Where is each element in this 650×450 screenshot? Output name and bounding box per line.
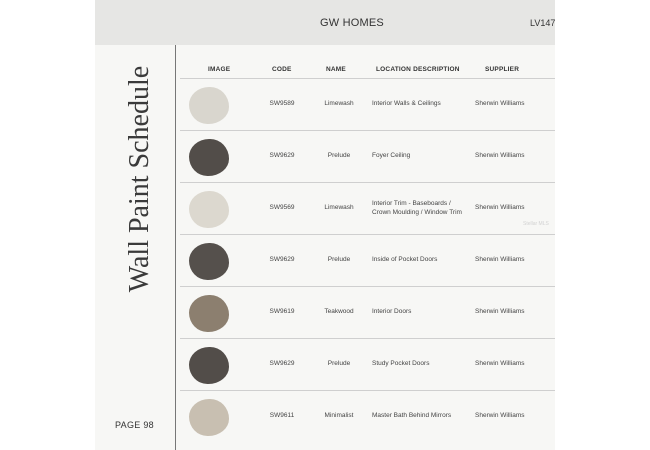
- supplier: Sherwin Williams: [475, 308, 525, 315]
- paint-code: SW9569: [269, 204, 295, 211]
- paint-swatch: [189, 191, 229, 228]
- header-supplier: SUPPLIER: [485, 66, 520, 73]
- supplier: Sherwin Williams: [475, 100, 525, 107]
- supplier: Sherwin Williams: [475, 360, 525, 367]
- page-number: PAGE 98: [115, 420, 154, 430]
- paint-code: SW9611: [269, 412, 295, 419]
- paint-name: Teakwood: [324, 308, 354, 315]
- location-description: Interior Doors: [372, 308, 412, 315]
- table-row: [180, 339, 555, 391]
- paint-code: SW9619: [269, 308, 295, 315]
- paint-name: Minimalist: [324, 412, 354, 419]
- table-row: [180, 183, 555, 235]
- paint-name: Limewash: [324, 100, 354, 107]
- paint-swatch: [189, 243, 229, 280]
- paint-code: SW9629: [269, 360, 295, 367]
- table-row: [180, 131, 555, 183]
- paint-swatch: [189, 295, 229, 332]
- paint-code: SW9629: [269, 256, 295, 263]
- location-description: Foyer Ceiling: [372, 152, 411, 159]
- table-row: [180, 235, 555, 287]
- sidebar: [112, 48, 168, 310]
- paint-code: SW9589: [269, 100, 295, 107]
- paint-swatch: [189, 139, 229, 176]
- paint-swatch: [189, 399, 229, 436]
- header-image: IMAGE: [208, 66, 231, 73]
- paint-swatch: [189, 87, 229, 124]
- table-row: [180, 287, 555, 339]
- paint-name: Limewash: [324, 204, 354, 211]
- paint-schedule-table: [180, 58, 555, 442]
- location-description: Interior Walls & Ceilings: [372, 100, 441, 107]
- paint-swatch: [189, 347, 229, 384]
- paint-name: Prelude: [327, 152, 351, 159]
- header-name: NAME: [326, 66, 346, 73]
- paint-name: Prelude: [327, 360, 351, 367]
- location-description: Master Bath Behind Mirrors: [372, 412, 452, 419]
- supplier: Sherwin Williams: [475, 204, 525, 211]
- table-header: [180, 58, 555, 79]
- page-title: Wall Paint Schedule: [124, 65, 155, 293]
- paint-name: Prelude: [327, 256, 351, 263]
- brand-title: GW HOMES: [320, 17, 384, 29]
- header-code: CODE: [272, 66, 292, 73]
- document-reference: LV147: [530, 18, 556, 28]
- location-description: Inside of Pocket Doors: [372, 256, 438, 263]
- paint-code: SW9629: [269, 152, 295, 159]
- supplier: Sherwin Williams: [475, 152, 525, 159]
- location-description: Interior Trim - Baseboards / Crown Moulding / Window Trim: [372, 200, 462, 216]
- watermark: Stellar MLS: [523, 221, 549, 227]
- vertical-divider: [175, 45, 176, 450]
- supplier: Sherwin Williams: [475, 412, 525, 419]
- header-location-description: LOCATION DESCRIPTION: [376, 66, 460, 73]
- table-body: [180, 79, 555, 442]
- location-description: Study Pocket Doors: [372, 360, 430, 367]
- table-row: [180, 391, 555, 442]
- table-row: [180, 79, 555, 131]
- supplier: Sherwin Williams: [475, 256, 525, 263]
